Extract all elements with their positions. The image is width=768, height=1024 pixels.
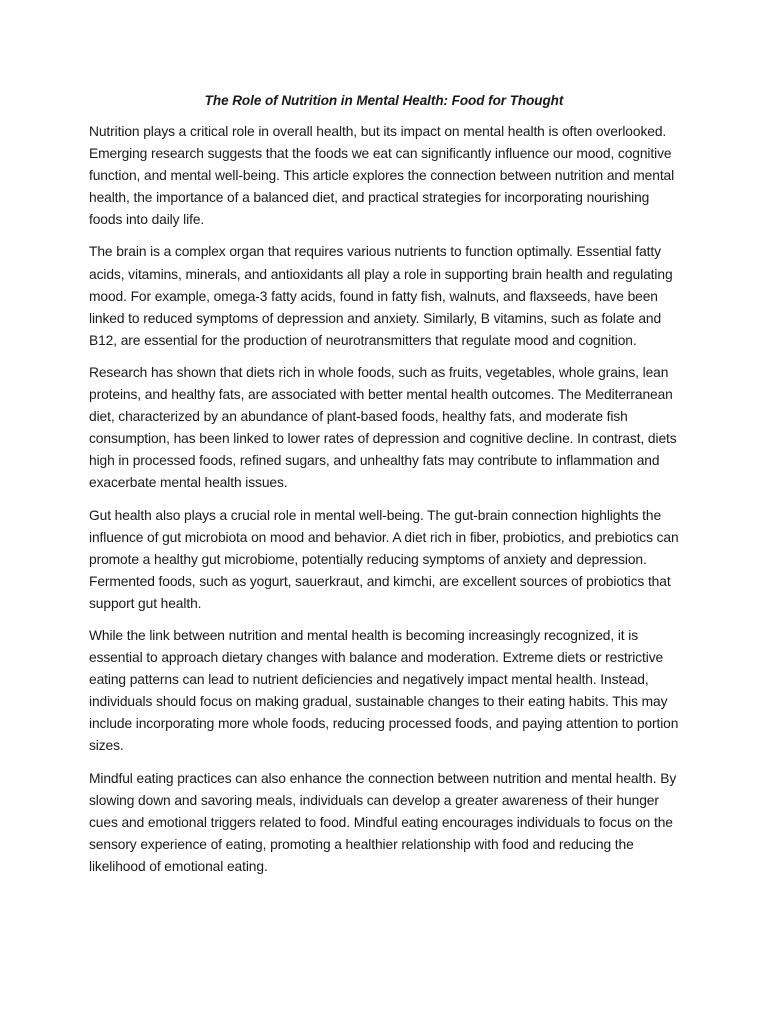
paragraph-intro: Nutrition plays a critical role in overall health, but its impact on mental health is often overlooked. Emerging research suggests that the foods we eat can significantly influence our mood, cognitive function, and mental well-being. This article explores the connection between nutrition and mental health, the importance of a balanced diet, and practical strategies for incorporating nourishing foods into daily life. <box>89 124 675 228</box>
paragraph-whole-foods-research: Research has shown that diets rich in whole foods, such as fruits, vegetables, whole grains, lean proteins, and healthy fats, are associated with better mental health outcomes. The Mediterranean diet, characterized by an abundance of plant-based foods, healthy fats, and moderate fish consumption, has been linked to lower rates of depression and cognitive decline. In contrast, diets high in processed foods, refined sugars, and unhealthy fats may contribute to inflammation and exacerbate mental health issues. <box>89 364 677 491</box>
paragraph-brain-nutrients: The brain is a complex organ that requires various nutrients to function optimally. Essential fatty acids, vitamins, minerals, and antioxidants all play a role in supporting brain health and regulating mood. For example, omega-3 fatty acids, found in fatty fish, walnuts, and flaxseeds, have been linked to reduced symptoms of depression and anxiety. Similarly, B vitamins, such as folate and B12, are essential for the production of neurotransmitters that regulate mood and cognition. <box>89 244 673 348</box>
document-body <box>89 90 679 888</box>
paragraph-mindful-eating: Mindful eating practices can also enhance the connection between nutrition and mental health. By slowing down and savoring meals, individuals can develop a greater awareness of their hunger cues and emotional triggers related to food. Mindful eating encourages individuals to focus on the sensory experience of eating, promoting a healthier relationship with food and reducing the likelihood of emotional eating. <box>89 770 677 874</box>
paragraph-gut-health: Gut health also plays a crucial role in mental well-being. The gut-brain connection highlights the influence of gut microbiota on mood and behavior. A diet rich in fiber, probiotics, and prebiotics can promote a healthy gut microbiome, potentially reducing symptoms of anxiety and depression. Fermented foods, such as yogurt, sauerkraut, and kimchi, are excellent sources of probiotics that support gut health. <box>89 507 679 611</box>
paragraph-balance-moderation: While the link between nutrition and mental health is becoming increasingly recognized, it is essential to approach dietary changes with balance and moderation. Extreme diets or restrictive eating patterns can lead to nutrient deficiencies and negatively impact mental health. Instead, individuals should focus on making gradual, sustainable changes to their eating habits. This may include incorporating more whole foods, reducing processed foods, and paying attention to portion sizes. <box>89 627 679 754</box>
document-title: The Role of Nutrition in Mental Health: Food for Thought <box>204 93 564 108</box>
